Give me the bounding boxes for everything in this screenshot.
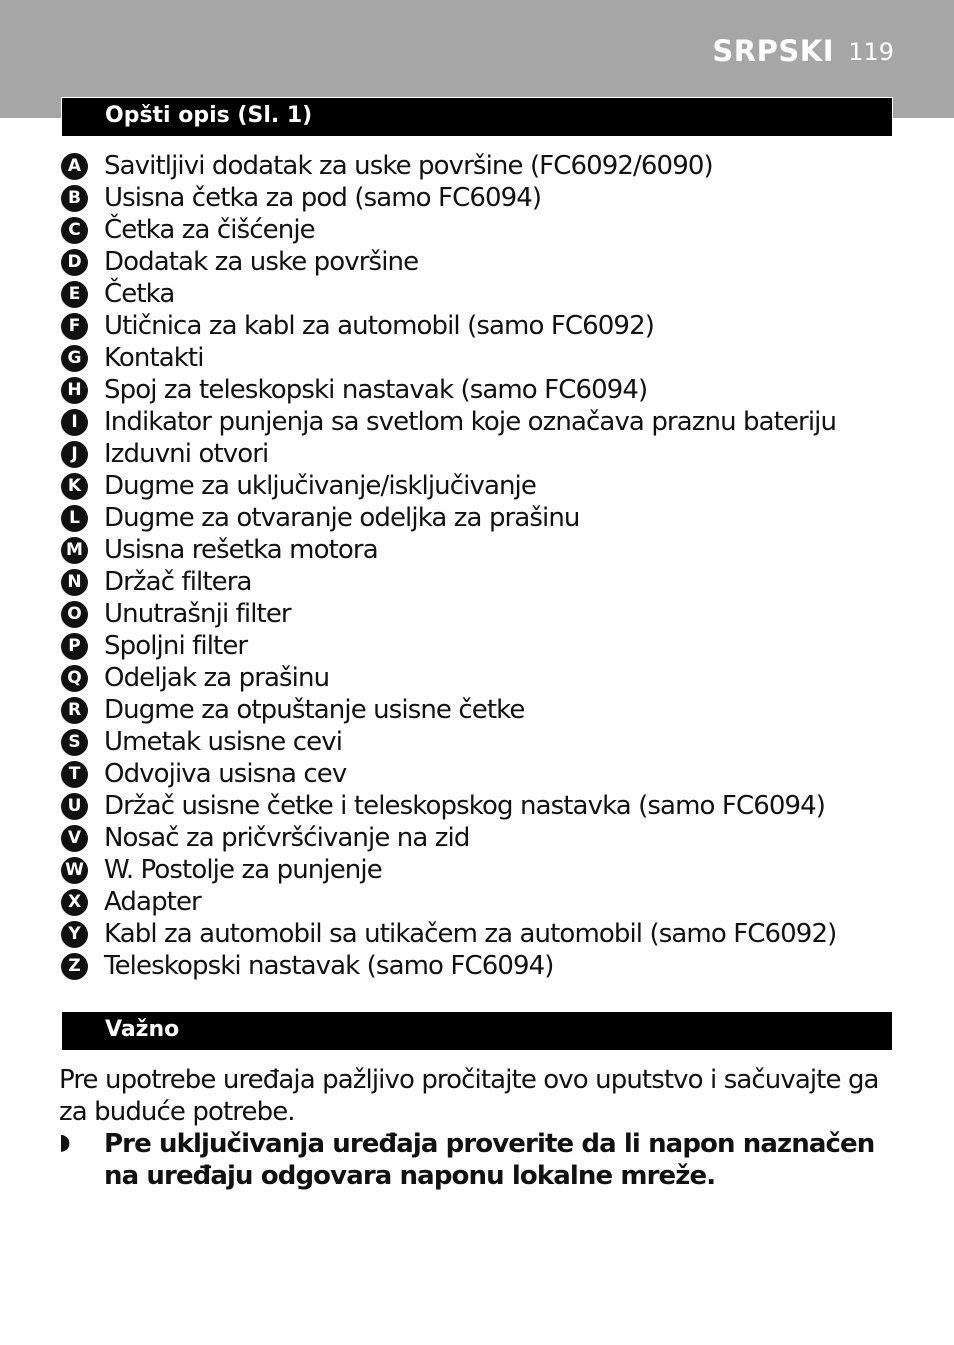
letter-badge: M bbox=[61, 537, 88, 564]
letter-badge: Q bbox=[61, 665, 88, 692]
triangle-bullet-icon: ◗ bbox=[59, 1130, 71, 1155]
letter-badge: D bbox=[61, 249, 88, 276]
list-item bbox=[61, 694, 901, 726]
list-item bbox=[61, 758, 901, 790]
list-item bbox=[61, 182, 901, 214]
section-title-important: Važno bbox=[105, 1017, 180, 1042]
list-item bbox=[61, 214, 901, 246]
letter-badge: O bbox=[61, 601, 88, 628]
part-label: Odvojiva usisna cev bbox=[104, 759, 347, 789]
page-number: 119 bbox=[848, 38, 894, 66]
letter-badge: R bbox=[61, 697, 88, 724]
list-item bbox=[61, 310, 901, 342]
list-item bbox=[61, 278, 901, 310]
list-item bbox=[61, 822, 901, 854]
part-label: Indikator punjenja sa svetlom koje označava praznu bateriju bbox=[104, 407, 837, 437]
list-item bbox=[61, 854, 901, 886]
section-header-important bbox=[61, 1011, 893, 1051]
letter-badge: K bbox=[61, 473, 88, 500]
part-label: Držač usisne četke i teleskopskog nastavka (samo FC6094) bbox=[104, 791, 826, 821]
letter-badge: Y bbox=[61, 921, 88, 948]
list-item bbox=[61, 566, 901, 598]
list-item bbox=[61, 726, 901, 758]
list-item bbox=[61, 150, 901, 182]
part-label: Unutrašnji filter bbox=[104, 599, 291, 629]
list-item bbox=[61, 790, 901, 822]
list-item bbox=[61, 246, 901, 278]
part-label: Dugme za otpuštanje usisne četke bbox=[104, 695, 525, 725]
part-label: Spoj za teleskopski nastavak (samo FC6094) bbox=[104, 375, 648, 405]
letter-badge: C bbox=[61, 217, 88, 244]
part-label: Usisna rešetka motora bbox=[104, 535, 378, 565]
list-item bbox=[61, 374, 901, 406]
part-label: Dodatak za uske površine bbox=[104, 247, 419, 277]
letter-badge: T bbox=[61, 761, 88, 788]
letter-badge: B bbox=[61, 185, 88, 212]
part-label: Odeljak za prašinu bbox=[104, 663, 330, 693]
part-label: Utičnica za kabl za automobil (samo FC6092) bbox=[104, 311, 654, 341]
letter-badge: Z bbox=[61, 953, 88, 980]
part-label: Nosač za pričvršćivanje na zid bbox=[104, 823, 470, 853]
letter-badge: W bbox=[61, 857, 88, 884]
letter-badge: J bbox=[61, 441, 88, 468]
part-label: Kabl za automobil sa utikačem za automobil (samo FC6092) bbox=[104, 919, 837, 949]
part-label: Savitljivi dodatak za uske površine (FC6092/6090) bbox=[104, 151, 713, 181]
part-label: Držač filtera bbox=[104, 567, 252, 597]
list-item bbox=[61, 438, 901, 470]
important-intro: Pre upotrebe uređaja pažljivo pročitajte ovo uputstvo i sačuvajte ga za buduće potrebe. bbox=[59, 1065, 879, 1127]
important-bullet-text: Pre uključivanja uređaja proverite da li napon naznačen na uređaju odgovara naponu lokalne mreže. bbox=[104, 1129, 875, 1191]
part-label: Usisna četka za pod (samo FC6094) bbox=[104, 183, 542, 213]
list-item bbox=[61, 406, 901, 438]
list-item bbox=[61, 886, 901, 918]
list-item bbox=[61, 342, 901, 374]
part-label: Četka za čišćenje bbox=[104, 215, 315, 245]
part-label: Adapter bbox=[104, 887, 201, 917]
part-label: Teleskopski nastavak (samo FC6094) bbox=[104, 951, 554, 981]
letter-badge: N bbox=[61, 569, 88, 596]
part-label: Četka bbox=[104, 279, 175, 309]
letter-badge: A bbox=[61, 153, 88, 180]
letter-badge: X bbox=[61, 889, 88, 916]
part-label: Izduvni otvori bbox=[104, 439, 269, 469]
part-label: W. Postolje za punjenje bbox=[104, 855, 382, 885]
list-item bbox=[61, 918, 901, 950]
list-item bbox=[61, 630, 901, 662]
letter-badge: F bbox=[61, 313, 88, 340]
parts-list bbox=[61, 150, 901, 982]
list-item bbox=[61, 502, 901, 534]
list-item bbox=[61, 598, 901, 630]
part-label: Spoljni filter bbox=[104, 631, 248, 661]
list-item bbox=[61, 662, 901, 694]
letter-badge: S bbox=[61, 729, 88, 756]
section-title-general: Opšti opis (Sl. 1) bbox=[105, 103, 313, 128]
part-label: Umetak usisne cevi bbox=[104, 727, 343, 757]
letter-badge: U bbox=[61, 793, 88, 820]
list-item bbox=[61, 950, 901, 982]
letter-badge: E bbox=[61, 281, 88, 308]
list-item bbox=[61, 534, 901, 566]
letter-badge: P bbox=[61, 633, 88, 660]
part-label: Dugme za otvaranje odeljka za prašinu bbox=[104, 503, 580, 533]
list-item bbox=[61, 470, 901, 502]
section-header-general bbox=[61, 97, 893, 137]
letter-badge: I bbox=[61, 409, 88, 436]
part-label: Dugme za uključivanje/isključivanje bbox=[104, 471, 536, 501]
letter-badge: G bbox=[61, 345, 88, 372]
letter-badge: H bbox=[61, 377, 88, 404]
language-label: SRPSKI bbox=[712, 34, 834, 68]
part-label: Kontakti bbox=[104, 343, 204, 373]
letter-badge: L bbox=[61, 505, 88, 532]
letter-badge: V bbox=[61, 825, 88, 852]
